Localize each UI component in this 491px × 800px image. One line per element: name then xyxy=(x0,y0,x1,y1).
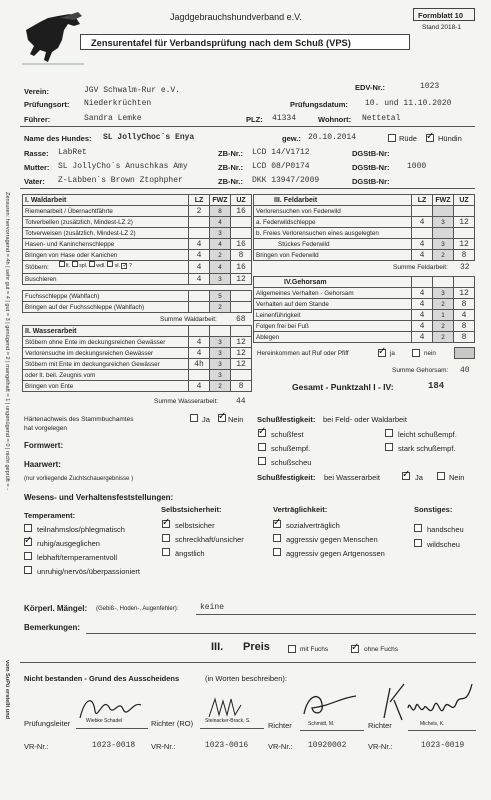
mutter-value: SL JollyCho´s Anuschkas Amy xyxy=(58,162,188,171)
birth-value: 20.10.2014 xyxy=(308,133,357,142)
r1-label: Richter xyxy=(268,721,292,730)
schuss-label: Schußfestigkeit: xyxy=(257,415,316,424)
signature-ro-icon xyxy=(205,695,245,720)
selbst-opt-2[interactable] xyxy=(162,548,170,556)
stoebern-options: lt. spl. wdl. sl. ✓ ? xyxy=(59,261,132,269)
temperament-opt-3[interactable] xyxy=(24,566,32,574)
dgstb-label-mutter: DGStB-Nr: xyxy=(352,163,390,172)
wasserarbeit-title: II. Wasserarbeit xyxy=(23,326,189,337)
ro-name: Steinacker-Brack, S. xyxy=(205,718,251,724)
selbst-opt-0[interactable] xyxy=(162,520,170,528)
zb-value-vater: DKK 13947/2009 xyxy=(252,176,320,185)
table-row: a. Federwildschleppe 4 3 12 xyxy=(254,217,475,228)
herein-ja-label: ja xyxy=(390,350,395,357)
table-row: b. Freies Verlorensuchen eines ausgelegten xyxy=(254,228,475,239)
ruede-checkbox[interactable] xyxy=(388,134,396,142)
birth-label: gew.: xyxy=(282,134,301,143)
wasserarbeit-sum-label: Summe Wasserarbeit: xyxy=(154,398,219,405)
vr-label-ro: VR-Nr.: xyxy=(151,742,176,751)
feldarbeit-sum-label: Summe Feldarbeit: xyxy=(393,264,448,271)
table-row: Bringen von Hase oder Kanichen 4 2 8 xyxy=(23,250,252,261)
table-row: Folgen frei bei Fuß 4 2 8 xyxy=(254,321,475,332)
vertr-opt-2[interactable] xyxy=(273,548,281,556)
haerte-ja-checkbox[interactable] xyxy=(190,414,198,422)
schuss-wasser-sub: bei Wasserarbeit xyxy=(324,473,380,482)
haerte-label: Härtenachweis des Stammbuchamtes xyxy=(24,416,134,423)
fuehrer-label: Führer: xyxy=(24,115,51,124)
dog-name-value: SL JollyChoc´s Enya xyxy=(103,133,195,142)
mit-fuchs-checkbox[interactable] xyxy=(288,645,296,653)
waldarbeit-title: I. Waldarbeit xyxy=(23,195,189,206)
nicht-bestanden-label: Nicht bestanden - Grund des Ausscheidens xyxy=(24,674,180,683)
vr-value-r1: 10920002 xyxy=(308,741,347,750)
temperament-label: Temperament: xyxy=(24,511,76,520)
table-row: Totverbellen (zusätzlich, Mindest-LZ 2) 4 xyxy=(23,217,252,228)
table-row: Verhalten auf dem Stande 4 2 8 xyxy=(254,299,475,310)
schussscheu-checkbox[interactable] xyxy=(258,457,266,465)
herein-grey-box xyxy=(454,347,475,359)
score-sheet: Jagdgebrauchshundverband e.V. Formblatt 10 Stand 2018-1 Zensurentafel für Verbandsprüfung nach dem Schuß (VPS) Verein: JGV Schwalm-Rur e.V. EDV-Nr.: 1023 Prüfungsort: Niederkrüchten Prüfungsdatum: 10. und 11.10.2020 Führer: Sandra Lemke PLZ: 41334 Wohnort: Nettetal Name des Hundes: SL JollyChoc´s Enya gew.: 20.10.2014 Rüde ✓ Hündin Rasse: LabRet ZB-Nr.: LCD 14/V1712 DGStB-Nr: Mutter: SL JollyCho´s Anuschkas Amy ZB-Nr.: LCD 08/P0174 DGStB-Nr: 1000 Vater: Z-Labben´s Brown Ztophpher ZB-Nr.: DKK 13947/2009 DGStB-Nr: I. Waldarbeit LZ FWZ UZ Riemenarbeit / Übernachtfährte 2 8 16 Totverbellen (zusätzlich, Mindest-LZ 2) 4 Totverweisen (zusätzlich, Mindest-LZ 2) 3 Hasen- und Kaninchenschleppe 4 4 16 Bringen von Hase oder Kanichen 4 2 8 Stöbern: lt. spl. wdl. sl. ✓ ? 4 4 16 Buschieren 4 3 12 Fuchsschleppe (Wahlfach) 5 Bringen auf der Fuchsschleppe (Wahlfach) 2 Summe Waldarbeit: 68 II. Wasserarbeit Stöbern ohne Ente im deckungsreichen Gewässer 4 3 12 Verlorensuche im deckungsreichen Gewässer 4 3 12 Stöbern mit Ente im deckungsreichen Gewässer 4h 3 12 oder lt. beil. Zeugnis vom 3 Bringen von Ente 4 2 8 Summe Wasserarbeit: 44 III. Feldarbeit LZ FWZ UZ Verlorensuchen von Federwild a. Federwildschleppe 4 3 12 b. Freies Verlorensuchen eines ausgelegten Stückes Federwild 4 3 12 Bringen von Federwild 4 2 8 Summe Feldarbeit: 32 IV.Gehorsam Allgemeines Verhalten - Gehorsam 4 3 12 Verhalten auf dem Stande 4 2 8 Leinenführigkeit 4 1 4 Folgen frei bei Fuß 4 2 8 Ablegen 4 2 8 Hereinkommen auf Ruf oder Pfiff ✓ ja nein Summe Gehorsam: 40 Gesamt - Punktzahl I - IV: 184 Härtenachweis des Stammbuchamtes hat vorgelegen Ja ✓ Nein Schußfestigkeit: bei Feld- oder Waldarbeit ✓ schußfest schußempf. schußscheu leicht schußempf. stark schußempf. Formwert: Haarwert: (nur vorliegende Zuchtschauergebnisse ) Schußfestigkeit: bei Wasserarbeit ✓ Ja Nein Wesens- und Verhaltensfeststellungen: Temperament: Selbstsicherheit: Verträglichkeit: Sonstiges: teilnahmslos/phlegmatisch ✓ ruhig/ausgeglichen lebhaft/temperamentvoll unruhig/nervös/überpassioniert ✓ selbstsicher schreckhaft/unsicher ängstlich ✓ sozialverträglich aggressiv gegen Menschen aggressiv gegen Artgenossen handscheu wildscheu Körperl. Mängel: (Gebiß-, Hoden-, Augenfehler): keine Bemerkungen: III. Preis mit Fuchs ✓ ohne Fuchs Nicht bestanden - Grund des Ausscheidens (in Worten beschreiben): Prüfungsleiter Wiebke Schadel Richter (RO) Steinacker-Brack, S. Richter Schmidt, M. Richter Michels, K. VR-Nr.: 1023-0018 VR-Nr.: 1023-0016 VR-Nr.: 10920002 VR-Nr.: 1023-0019 Zensuren: hervorragend = 4h | sehr gut = 4 | gut = 3 | genügend = 2 | mangelhaft = 1 | ungenügend = 0 | nicht geprüft = - vom SuPü erstellt und xyxy=(0,0,491,800)
form-version: Stand 2018-1 xyxy=(422,24,462,31)
dog-name-label: Name des Hundes: xyxy=(24,134,92,143)
feldarbeit-title: III. Feldarbeit xyxy=(254,195,412,206)
rasse-value: LabRet xyxy=(58,148,87,157)
bemerkungen-label: Bemerkungen: xyxy=(24,623,81,632)
gesamt-label: Gesamt - Punktzahl I - IV: xyxy=(292,382,394,392)
zb-label-vater: ZB-Nr.: xyxy=(218,177,243,186)
table-row: Stöbern mit Ente im deckungsreichen Gewässer 4h 3 12 xyxy=(23,359,252,370)
temperament-opt-2[interactable] xyxy=(24,552,32,560)
pl-label: Prüfungsleiter xyxy=(24,719,71,728)
zb-label-dog: ZB-Nr.: xyxy=(218,149,243,158)
gesamt-value: 184 xyxy=(428,381,445,391)
plz-value: 41334 xyxy=(272,114,297,123)
vr-label-r2: VR-Nr.: xyxy=(368,742,393,751)
r1-name: Schmidt, M. xyxy=(308,721,335,727)
feldarbeit-sum: 32 xyxy=(460,263,470,272)
r2-name: Michels, K. xyxy=(420,721,445,727)
sonst-label: Sonstiges: xyxy=(414,505,453,514)
table-row: Bringen von Federwild 4 2 8 xyxy=(254,250,475,261)
mutter-label: Mutter: xyxy=(24,163,50,172)
temperament-opt-1[interactable] xyxy=(24,538,32,546)
vater-value: Z-Labben´s Brown Ztophpher xyxy=(58,176,183,185)
association-name: Jagdgebrauchshundverband e.V. xyxy=(170,12,302,22)
koerper-label: Körperl. Mängel: xyxy=(24,604,88,613)
herein-label: Hereinkommen auf Ruf oder Pfiff xyxy=(257,350,349,357)
sonst-opt-0[interactable] xyxy=(414,524,422,532)
table-row: Verlorensuche im deckungsreichen Gewässer 4 3 12 xyxy=(23,348,252,359)
gehorsam-sum-label: Summe Gehorsam: xyxy=(392,367,449,374)
form-title: Zensurentafel für Verbandsprüfung nach dem Schuß (VPS) xyxy=(91,38,351,48)
waldarbeit-sum-label: Summe Waldarbeit: xyxy=(160,316,217,323)
selbst-label: Selbstsicherheit: xyxy=(161,505,222,514)
vr-label-r1: VR-Nr.: xyxy=(268,742,293,751)
zb-value-dog: LCD 14/V1712 xyxy=(252,148,310,157)
wasserarbeit-sum: 44 xyxy=(236,397,246,406)
haerte-ja-label: Ja xyxy=(202,415,210,424)
vr-label-pl: VR-Nr.: xyxy=(24,742,49,751)
huendin-label: Hündin xyxy=(438,134,462,143)
herein-ja-checkbox[interactable] xyxy=(378,349,386,357)
schuss-wasser-label: Schußfestigkeit: xyxy=(257,473,316,482)
table-row: Fuchsschleppe (Wahlfach) 5 xyxy=(23,291,252,302)
vr-value-ro: 1023-0016 xyxy=(205,741,249,750)
haarwert-label: Haarwert: xyxy=(24,460,61,469)
table-row: Buschieren 4 3 12 xyxy=(23,274,252,285)
feldarbeit-table: III. Feldarbeit LZ FWZ UZ Verlorensuchen von Federwild a. Federwildschleppe 4 3 12 b. Freies Verlorensuchen eines ausgelegten Stückes Federwild 4 3 12 Bringen von Federwild 4 2 8 xyxy=(253,194,475,261)
form-title-box xyxy=(80,34,410,50)
ro-label: Richter (RO) xyxy=(151,719,194,728)
dgstb-label-dog: DGStB-Nr: xyxy=(352,149,390,158)
ohne-fuchs-checkbox[interactable] xyxy=(351,645,359,653)
selbst-opt-1[interactable] xyxy=(162,534,170,542)
signature-r2-icon xyxy=(378,678,478,724)
waldarbeit-table: I. Waldarbeit LZ FWZ UZ Riemenarbeit / Übernachtfährte 2 8 16 Totverbellen (zusätzlich, Mindest-LZ 2) 4 Totverweisen (zusätzlich, Mindest-LZ 2) 3 Hasen- und Kaninchenschleppe 4 4 16 Bringen von Hase oder Kanichen 4 2 8 Stöbern: lt. spl. wdl. sl. ✓ ? 4 4 16 Buschieren 4 3 12 xyxy=(22,194,252,285)
verein-label: Verein: xyxy=(24,87,50,96)
herein-nein-checkbox[interactable] xyxy=(412,349,420,357)
zb-label-mutter: ZB-Nr.: xyxy=(218,163,243,172)
verein-value: JGV Schwalm-Rur e.V. xyxy=(84,86,181,95)
pruefungsdatum-label: Prüfungsdatum: xyxy=(290,100,348,109)
vater-label: Vater: xyxy=(24,177,45,186)
table-row: Totverweisen (zusätzlich, Mindest-LZ 2) 3 xyxy=(23,228,252,239)
schuss-wasser-nein-checkbox[interactable] xyxy=(437,472,445,480)
leicht-schussempf-checkbox[interactable] xyxy=(385,429,393,437)
table-row: Stöbern ohne Ente im deckungsreichen Gewässer 4 3 12 xyxy=(23,337,252,348)
table-row: Leinenführigkeit 4 1 4 xyxy=(254,310,475,321)
sonst-opt-1[interactable] xyxy=(414,539,422,547)
fuehrer-value: Sandra Lemke xyxy=(84,114,142,123)
koerper-value: keine xyxy=(200,603,225,612)
side-legend: Zensuren: hervorragend = 4h | sehr gut = 4 | gut = 3 | genügend = 2 | mangelhaft = 1 | ungenügend = 0 | nicht geprüft = - xyxy=(4,192,10,491)
wohnort-label: Wohnort: xyxy=(318,115,352,124)
gehorsam-table xyxy=(253,276,475,343)
table-row: Riemenarbeit / Übernachtfährte 2 8 16 xyxy=(23,206,252,217)
haerte-nein-checkbox[interactable] xyxy=(218,414,226,422)
temperament-opt-0[interactable] xyxy=(24,524,32,532)
gehorsam-sum: 40 xyxy=(460,366,470,375)
table-row: Ablegen 4 2 8 xyxy=(254,332,475,343)
signature-r1-icon xyxy=(300,688,360,718)
schussfest-checkbox[interactable] xyxy=(258,429,266,437)
table-row: oder lt. beil. Zeugnis vom 3 xyxy=(23,370,252,381)
edv-value: 1023 xyxy=(420,82,440,91)
koerper-sub: (Gebiß-, Hoden-, Augenfehler): xyxy=(96,606,179,612)
wohnort-value: Nettetal xyxy=(362,114,401,123)
plz-label: PLZ: xyxy=(246,115,263,124)
vertr-opt-0[interactable] xyxy=(273,520,281,528)
vertr-opt-1[interactable] xyxy=(273,534,281,542)
form-number-box: Formblatt 10 xyxy=(413,8,475,21)
vr-value-pl: 1023-0018 xyxy=(92,741,136,750)
table-row: Bringen auf der Fuchsschleppe (Wahlfach) 2 xyxy=(23,302,252,313)
side-bottom-note: vom SuPü erstellt und xyxy=(4,660,10,720)
formwert-label: Formwert: xyxy=(24,441,64,450)
haarwert-note: (nur vorliegende Zuchtschauergebnisse ) xyxy=(24,476,134,482)
r2-label: Richter xyxy=(368,721,392,730)
wasserarbeit-table xyxy=(22,325,252,392)
stoebern-opt-checkbox xyxy=(59,261,65,267)
wahlfach-table xyxy=(22,290,252,313)
table-row: Verlorensuchen von Federwild xyxy=(254,206,475,217)
haerte-nein-label: Nein xyxy=(228,415,244,424)
vr-value-r2: 1023-0019 xyxy=(421,741,465,750)
schussempf-checkbox[interactable] xyxy=(258,443,266,451)
table-row: Allgemeines Verhalten - Gehorsam 4 3 12 xyxy=(254,288,475,299)
pruefungsort-value: Niederkrüchten xyxy=(84,99,152,108)
ruede-label: Rüde xyxy=(399,134,417,143)
haerte-label2: hat vorgelegen xyxy=(24,425,68,432)
huendin-checkbox[interactable] xyxy=(426,134,434,142)
herein-nein-label: nein xyxy=(424,350,436,357)
stark-schussempf-checkbox[interactable] xyxy=(385,443,393,451)
pl-name: Wiebke Schadel xyxy=(86,718,123,724)
pruefungsort-label: Prüfungsort: xyxy=(24,100,70,109)
rasse-label: Rasse: xyxy=(24,149,49,158)
zb-value-mutter: LCD 08/P0174 xyxy=(252,162,310,171)
schuss-wasser-ja-checkbox[interactable] xyxy=(402,472,410,480)
preis-label: Preis xyxy=(243,641,270,653)
table-row: Bringen von Ente 4 2 8 xyxy=(23,381,252,392)
edv-label: EDV-Nr.: xyxy=(355,83,386,92)
dgstb-value-mutter: 1000 xyxy=(407,162,427,171)
waldarbeit-sum: 68 xyxy=(236,315,246,324)
dog-logo-icon xyxy=(18,10,88,68)
nicht-bestanden-sub: (in Worten beschreiben): xyxy=(205,674,287,683)
vertr-label: Verträglichkeit: xyxy=(273,505,328,514)
schuss-sub: bei Feld- oder Waldarbeit xyxy=(323,415,407,424)
preis-number: III. xyxy=(211,641,224,653)
gehorsam-title: IV.Gehorsam xyxy=(254,277,412,288)
table-row: Stückes Federwild 4 3 12 xyxy=(254,239,475,250)
table-row: Hasen- und Kaninchenschleppe 4 4 16 xyxy=(23,239,252,250)
table-row: Stöbern: lt. spl. wdl. sl. ✓ ? 4 4 16 xyxy=(23,261,252,274)
pruefungsdatum-value: 10. und 11.10.2020 xyxy=(365,99,452,108)
dgstb-label-vater: DGStB-Nr: xyxy=(352,177,390,186)
wesen-title: Wesens- und Verhaltensfeststellungen: xyxy=(24,493,174,502)
